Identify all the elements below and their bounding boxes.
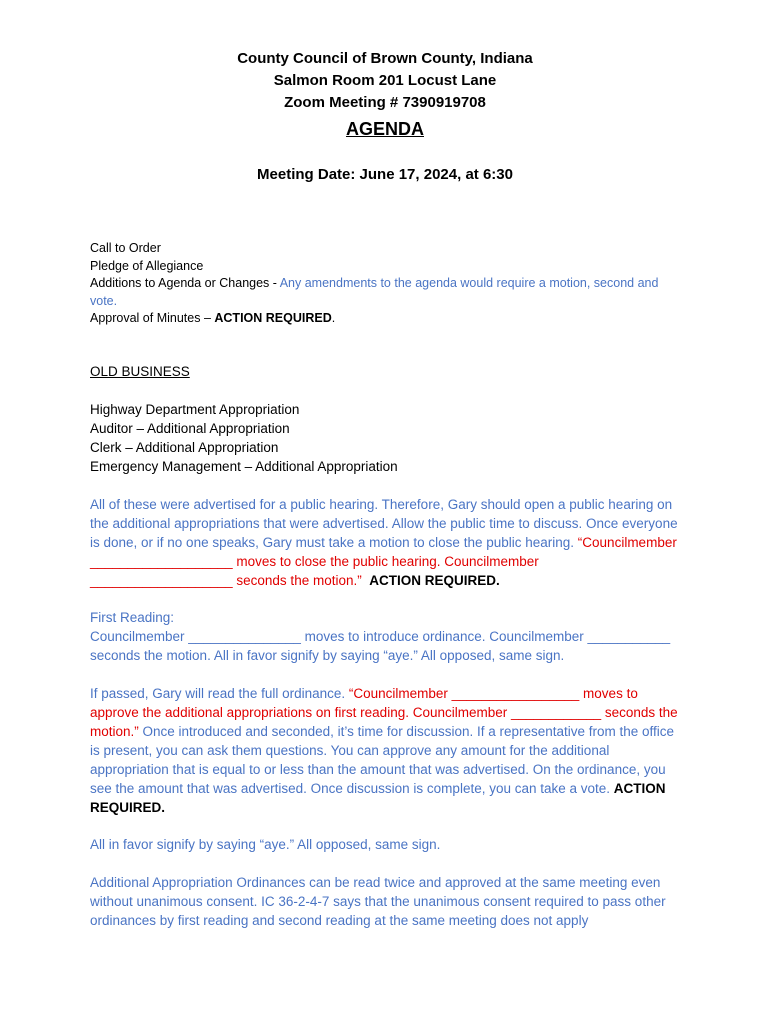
old-business-item: Emergency Management – Additional Appropriation (90, 459, 398, 474)
first-reading-text: Councilmember _______________ moves to introduce ordinance. Councilmember ___________ seconds the motion. All in favor signify by saying “aye.” All opposed, same sign. (90, 629, 671, 663)
first-reading-section (90, 608, 682, 665)
old-business-item: Clerk – Additional Appropriation (90, 440, 279, 455)
if-passed-motion: “Councilmember _________________ moves to approve the additional appropriations on first reading. Councilmember ____________ seconds the motion.” (90, 686, 678, 739)
zoom-meeting-id: Zoom Meeting # 7390919708 (284, 94, 486, 111)
minutes-end: . (331, 311, 336, 325)
additions-label: Additions to Agenda or Changes - (90, 276, 280, 290)
old-business-heading: OLD BUSINESS (90, 364, 190, 379)
approval-of-minutes (90, 310, 682, 328)
hearing-text: All of these were advertised for a public hearing. Therefore, Gary should open a public hearing on the additional appropriations that were advertised. Allow the public time to discuss. Once everyone is done, or if no one speaks, Gary must take a motion to close the public hearing. (90, 497, 678, 550)
agenda-title: AGENDA (345, 119, 424, 139)
favor-text: All in favor signify by saying “aye.” All opposed, same sign. (90, 837, 441, 852)
if-passed-intro: If passed, Gary will read the full ordinance. (90, 686, 349, 701)
hearing-end: . (496, 573, 500, 588)
old-business-list (90, 400, 682, 476)
hearing-motion: “Councilmember ___________________ moves to close the public hearing. Councilmember ___________________ seconds the motion.” (90, 535, 677, 588)
first-reading-heading: First Reading: (90, 610, 175, 625)
favor-paragraph (90, 835, 682, 854)
meeting-location: Salmon Room 201 Locust Lane (273, 72, 497, 89)
if-passed-text: Once introduced and seconded, it’s time for discussion. If a representative from the office is present, you can ask them questions. You can approve any amount for the additional appropriation that is equal to or less than the amount that was advertised. On the ordinance, you see the amount that was advertised. Once discussion is complete, you can take a vote. (90, 724, 675, 796)
old-business-item: Highway Department Appropriation (90, 402, 300, 417)
opening-section (90, 240, 682, 328)
old-business-item: Auditor – Additional Appropriation (90, 421, 290, 436)
additional-text: Additional Appropriation Ordinances can be read twice and approved at the same meeting even without unanimous consent. IC 36-2-4-7 says that the unanimous consent required to pass other ordinances by first reading and second reading at the same meeting does not apply (90, 875, 666, 928)
additions-note: Any amendments to the agenda would require a motion, second and vote. (90, 276, 659, 308)
hearing-action: ACTION REQUIRED (369, 573, 497, 588)
old-business-section (90, 362, 682, 381)
council-name: County Council of Brown County, Indiana (237, 50, 533, 67)
additional-paragraph (90, 873, 682, 930)
if-passed-paragraph (90, 684, 682, 817)
pledge-of-allegiance: Pledge of Allegiance (90, 258, 204, 273)
if-passed-end: . (161, 800, 166, 815)
public-hearing-paragraph (90, 495, 682, 590)
if-passed-action: ACTION REQUIRED (90, 781, 666, 815)
additions-to-agenda (90, 275, 682, 310)
meeting-date: Meeting Date: June 17, 2024, at 6:30 (257, 166, 513, 183)
document-header (0, 48, 770, 183)
call-to-order: Call to Order (90, 241, 161, 255)
minutes-action: ACTION REQUIRED (214, 311, 332, 325)
minutes-label: Approval of Minutes – (90, 311, 215, 325)
